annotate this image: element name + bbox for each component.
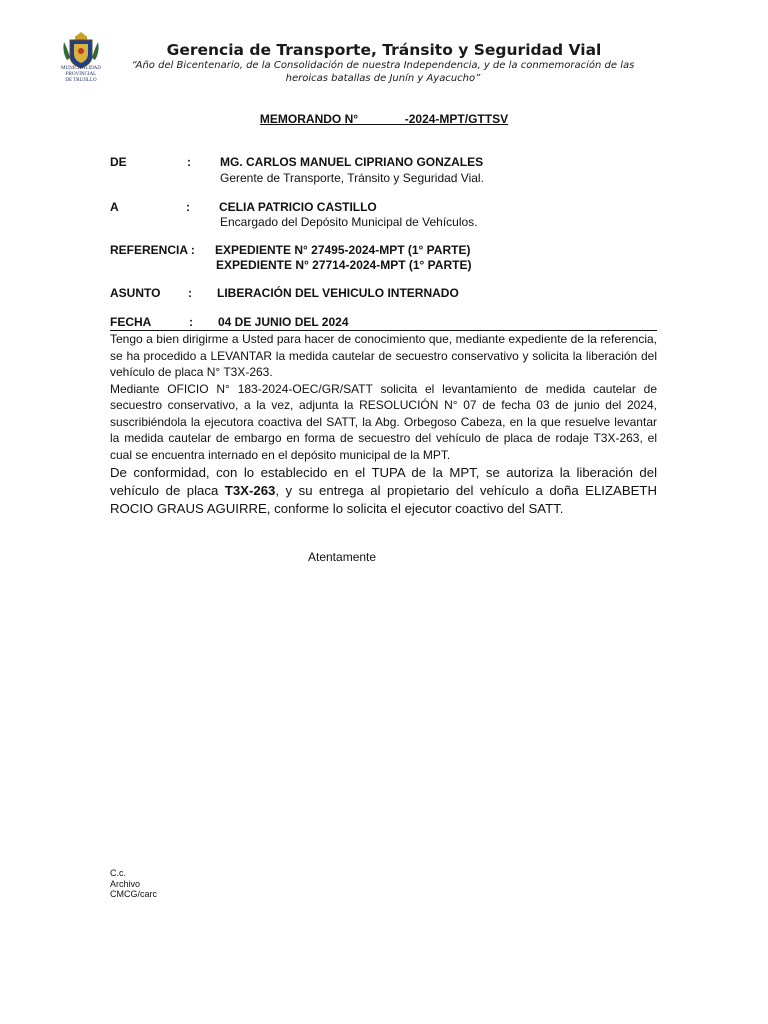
- header-title-text: Gerencia de Transporte, Tránsito y Seguridad Vial: [166, 41, 602, 59]
- de-name: MG. CARLOS MANUEL CIPRIANO GONZALES: [220, 155, 484, 169]
- motto-line: “Año del Bicentenario, de la Consolidación de nuestra Independencia, y de la conmemoración de las: [131, 60, 635, 71]
- body-paragraph-3: [110, 464, 657, 518]
- asunto-colon: :: [188, 286, 192, 300]
- a-label: A: [110, 200, 119, 214]
- de-role: Gerente de Transporte, Tránsito y Seguridad Vial.: [220, 171, 484, 185]
- logo-caption: [52, 66, 110, 84]
- fecha-label: FECHA: [110, 315, 152, 329]
- de-colon: :: [187, 155, 191, 169]
- asunto-label: ASUNTO: [110, 286, 161, 300]
- a-name: CELIA PATRICIO CASTILLO: [219, 200, 377, 214]
- body-paragraph-1: Tengo a bien dirigirme a Usted para hacer de conocimiento que, mediante expediente de la referencia, se ha procedido a LEVANTAR la medida cautelar de secuestro conservativo y solicita la liberación del vehículo de placa N° T3X-263.: [110, 332, 657, 379]
- closing-text: Atentamente: [308, 550, 377, 564]
- para3-text-a: De conformidad, con lo establecido en el TUPA de la MPT, se autoriza la liberación del vehículo de placa: [110, 465, 657, 498]
- footer-copies: [110, 868, 157, 900]
- header-motto: [118, 59, 648, 85]
- body-paragraph-2: Mediante OFICIO N° 183-2024-OEC/GR/SATT solicita el levantamiento de medida cautelar de secuestro conservativo, a la vez, adjunta la RESOLUCIÓN N° 07 de fecha 03 de junio del 2024, suscribiéndola la ejecutora coactiva del SATT, la Abg. Orbegoso Cabeza, en la que resuelve levantar la medida cautelar de embargo en forma de secuestro del vehículo de placa de rodaje T3X-263, el cual se encuentra internado en el depósito municipal de la MPT.: [110, 381, 657, 462]
- logo-caption-line: DE TRUJILLO: [65, 78, 97, 83]
- ref-label: REFERENCIA :: [110, 243, 195, 257]
- logo-caption-line: PROVINCIAL: [65, 72, 97, 77]
- logo-caption-line: MUNICIPALIDAD: [61, 66, 101, 71]
- archivo-label: Archivo: [110, 878, 141, 889]
- memo-body: [110, 331, 657, 518]
- de-label: DE: [110, 155, 127, 169]
- ref-expediente-1: EXPEDIENTE N° 27495-2024-MPT (1° PARTE): [215, 243, 471, 257]
- fecha-text: 04 DE JUNIO DEL 2024: [218, 315, 349, 329]
- para3-text-b: , y su entrega al propietario del vehículo a doña ELIZABETH ROCIO GRAUS AGUIRRE, conforme lo solicita el ejecutor coactivo del SATT.: [110, 483, 657, 516]
- motto-line: heroicas batallas de Junín y Ayacucho”: [285, 73, 481, 84]
- a-role: Encargado del Depósito Municipal de Vehículos.: [220, 215, 478, 229]
- ref-expediente-2: EXPEDIENTE N° 27714-2024-MPT (1° PARTE): [216, 258, 472, 272]
- cc-label: C.c.: [110, 868, 127, 878]
- vehicle-plate: T3X-263: [224, 483, 276, 498]
- memo-title: [0, 112, 768, 126]
- initials-label: CMCG/carc: [110, 889, 157, 899]
- a-colon: :: [186, 200, 190, 214]
- memo-title-text: MEMORANDO N° -2024-MPT/GTTSV: [259, 112, 509, 126]
- asunto-text: LIBERACIÓN DEL VEHICULO INTERNADO: [217, 286, 459, 300]
- header-title: [0, 41, 768, 59]
- fecha-colon: :: [189, 315, 193, 329]
